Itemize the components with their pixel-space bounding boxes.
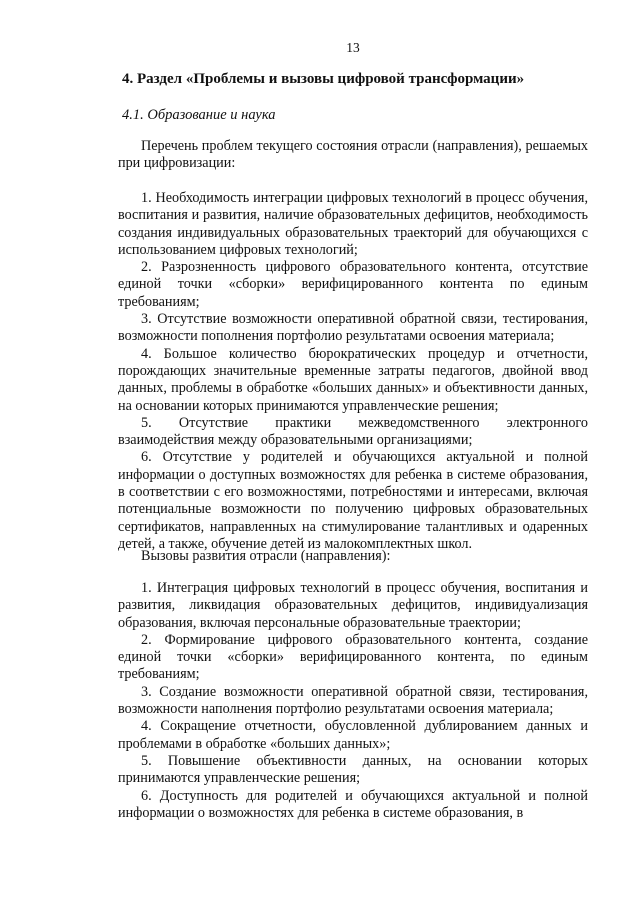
challenges-intro-block — [118, 548, 588, 565]
challenge-item-1: 1. Интеграция цифровых технологий в процесс обучения, воспитания и развития, ликвидация образовательных дефицитов, индивидуализация образования, включая персональные образовательные траектории; — [118, 580, 588, 631]
problem-item-4: 4. Большое количество бюрократических процедур и отчетности, порождающих значительные временные затраты педагогов, двойной ввод данных, проблемы в обработке «больших данных» и объективности данных, на основании которых принимаются управленческие решения; — [118, 345, 588, 414]
page-number: 13 — [346, 40, 360, 55]
challenge-item-5: 5. Повышение объективности данных, на основании которых принимаются управленческие решения; — [118, 752, 588, 787]
problems-list — [118, 190, 588, 553]
challenges-list — [118, 580, 588, 822]
challenge-item-2: 2. Формирование цифрового образовательного контента, создание единой точки «сборки» верифицированного контента, по единым требованиям; — [118, 631, 588, 683]
problem-item-3: 3. Отсутствие возможности оперативной обратной связи, тестирования, возможности пополнения портфолио результатами освоения материала; — [118, 311, 588, 345]
challenges-intro: Вызовы развития отрасли (направления): — [141, 548, 391, 564]
problems-intro: Перечень проблем текущего состояния отрасли (направления), решаемых при цифровизации: — [118, 138, 588, 172]
problem-item-2: 2. Разрозненность цифрового образовательного контента, отсутствие единой точки «сборки» верифицированного контента по единым требованиям; — [118, 259, 588, 310]
problems-intro-block — [118, 138, 588, 173]
challenge-item-3: 3. Создание возможности оперативной обратной связи, тестирования, возможности наполнения портфолио результатами освоения материала; — [118, 683, 588, 718]
problem-item-1: 1. Необходимость интеграции цифровых технологий в процесс обучения, воспитания и развития, наличие образовательных дефицитов, необходимость создания индивидуальных образовательных траекторий для обучающихся с использованием цифровых технологий; — [118, 190, 588, 258]
subsection-title: 4.1. Образование и наука — [122, 107, 276, 123]
problem-item-6: 6. Отсутствие у родителей и обучающихся актуальной и полной информации о доступных возможностях для ребенка в системе образования, в соответствии с его возможностями, потребностями и интересами, включая потенциальные возможности по получению цифровых образовательных сертификатов, направленных на стимулирование талантливых и одаренных детей, а также, обучение детей из малокомплектных школ. — [118, 449, 588, 552]
challenge-item-6: 6. Доступность для родителей и обучающихся актуальной и полной информации о возможностях для ребенка в системе образования, в — [118, 787, 588, 821]
section-title: 4. Раздел «Проблемы и вызовы цифровой трансформации» — [122, 71, 525, 87]
challenge-item-4: 4. Сокращение отчетности, обусловленной дублированием данных и проблемами в обработке «больших данных»; — [118, 718, 588, 752]
problem-item-5: 5. Отсутствие практики межведомственного электронного взаимодействия между образовательными организациями; — [118, 414, 588, 449]
